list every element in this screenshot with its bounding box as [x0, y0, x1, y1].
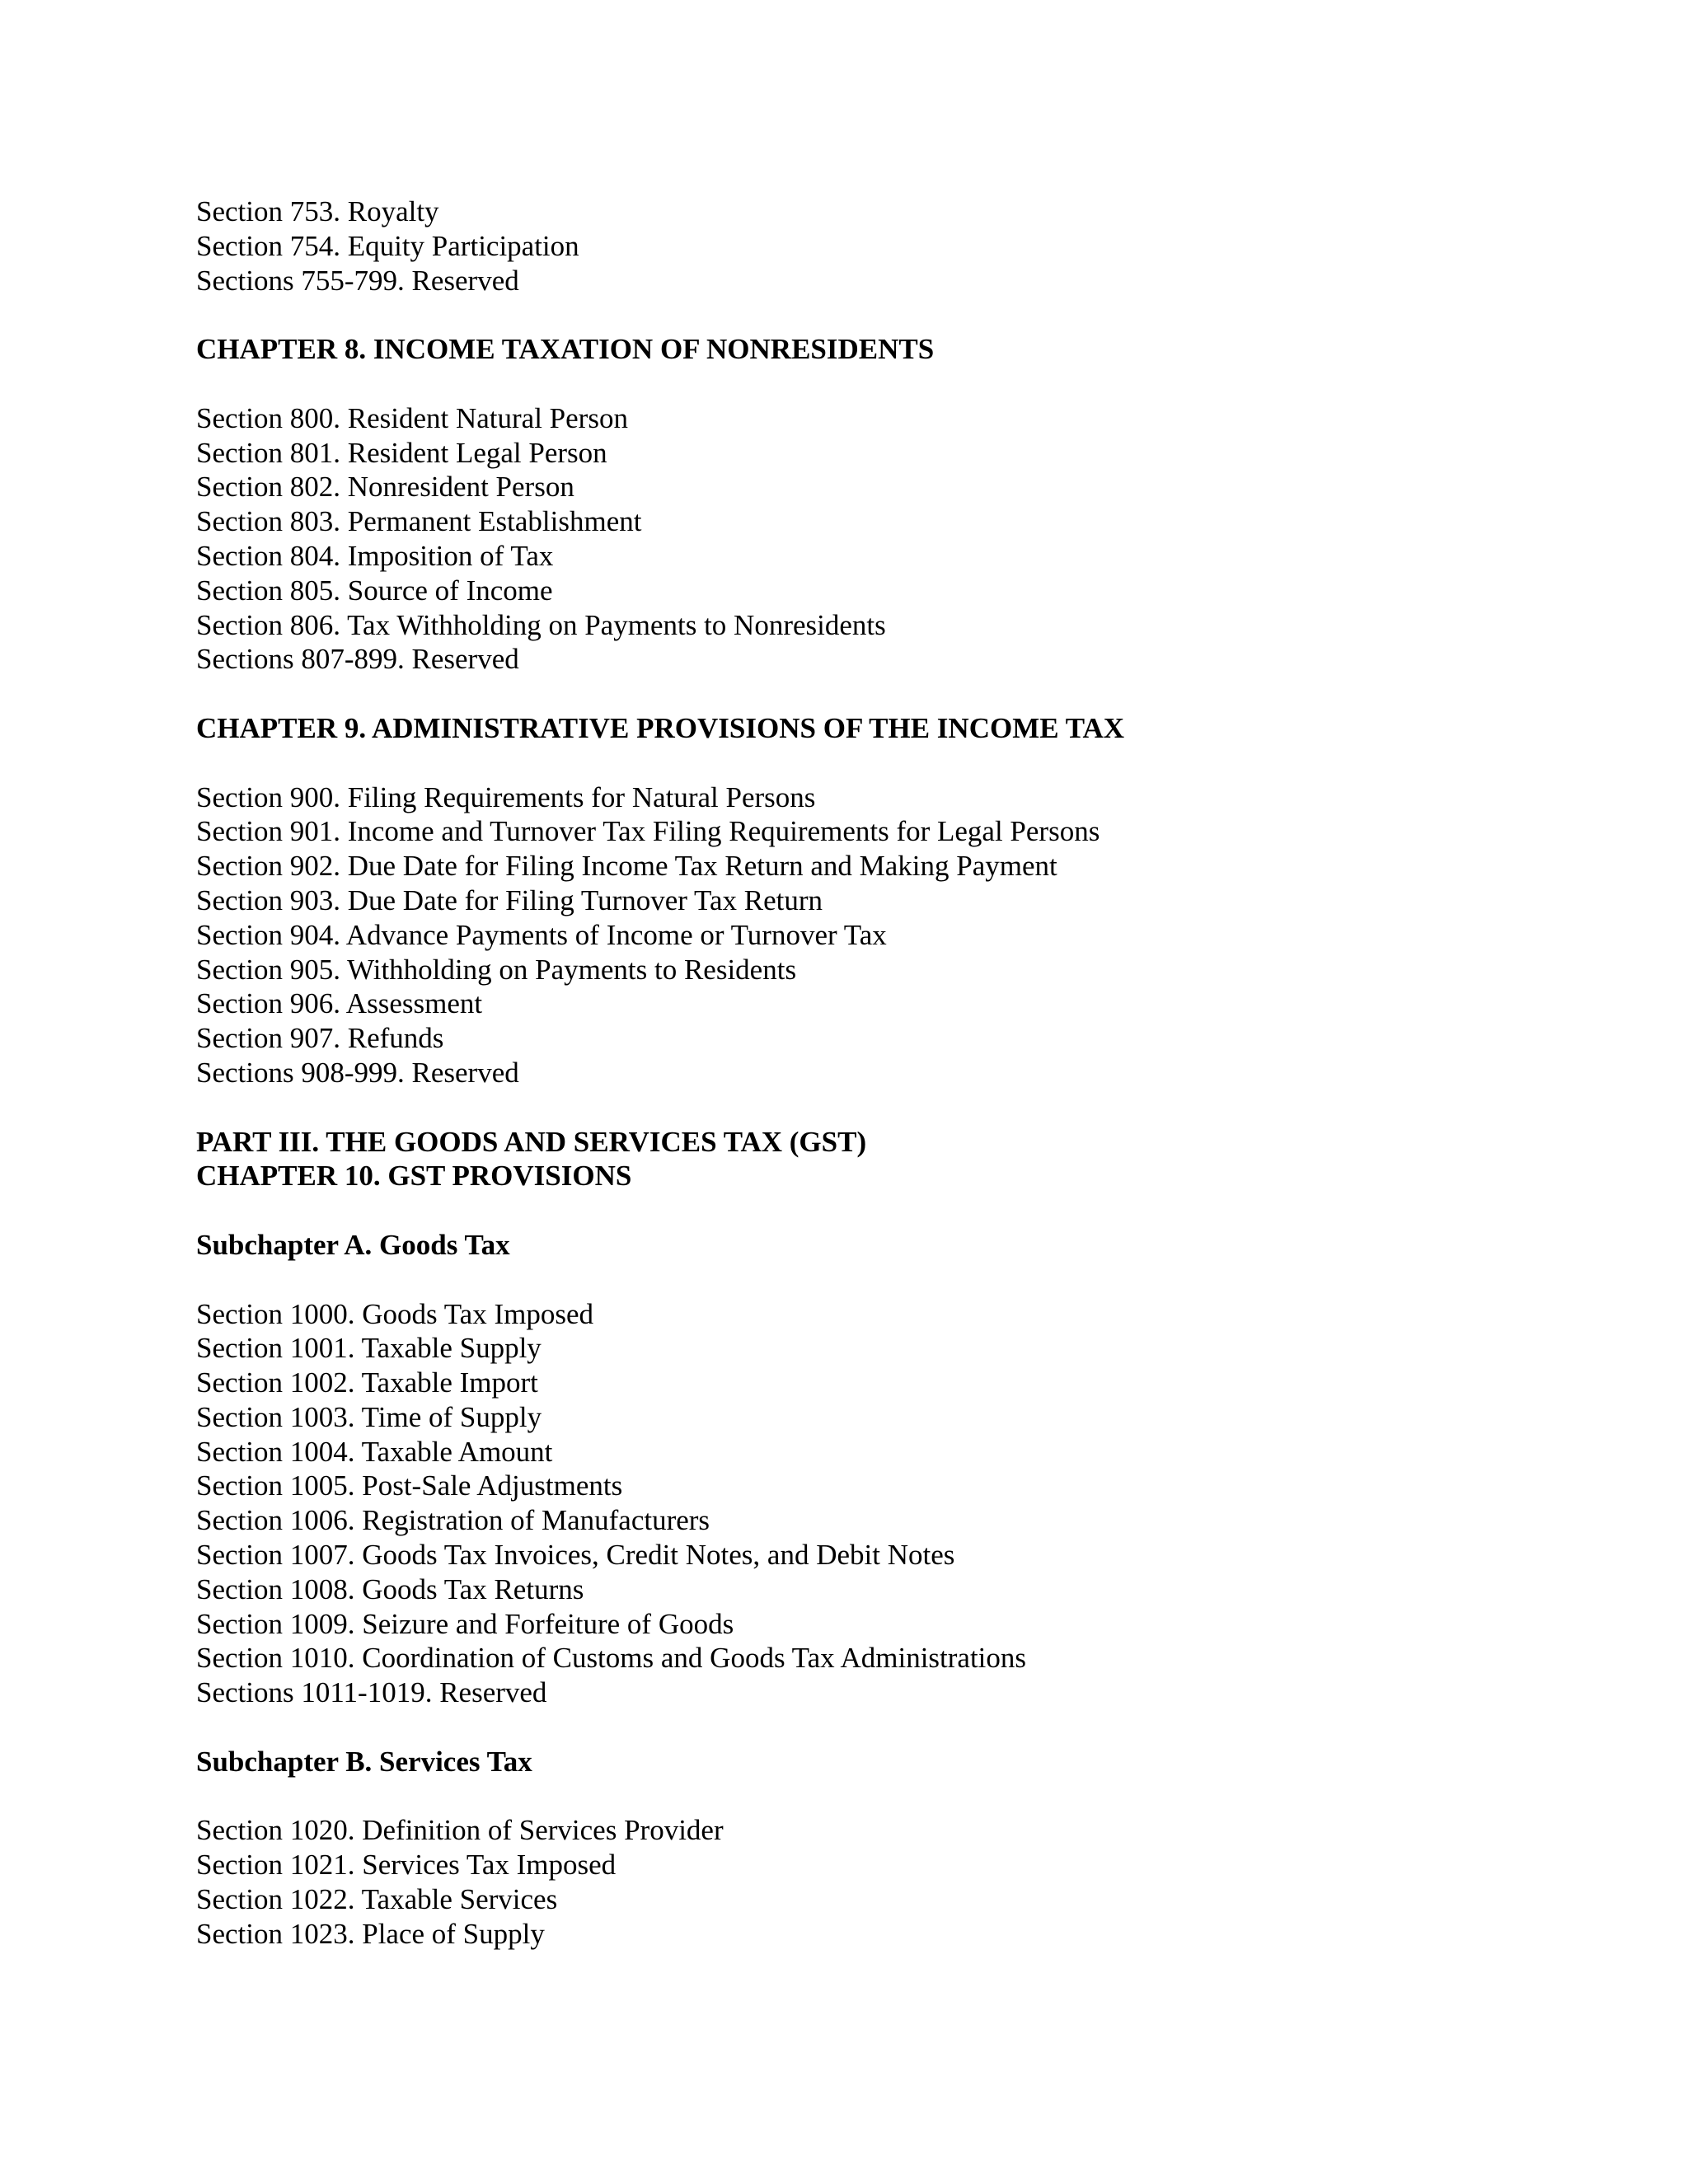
block-spacer: [196, 677, 1597, 711]
toc-entry-section-1006-registration-of-manufacturers: Section 1006. Registration of Manufacturers: [196, 1504, 710, 1537]
toc-entry-section-803-permanent-establishment: Section 803. Permanent Establishment: [196, 505, 642, 538]
toc-entry-section-1020-definition-of-services-provider: Section 1020. Definition of Services Provider: [196, 1814, 724, 1847]
toc-entry-section-754-equity-participation: Section 754. Equity Participation: [196, 229, 579, 262]
section-list: [196, 1297, 1597, 1711]
toc-entry-section-900-filing-requirements-for-natural-persons: Section 900. Filing Requirements for Natural Persons: [196, 780, 816, 813]
document-page: [196, 194, 1597, 1952]
toc-entry-section-1008-goods-tax-returns: Section 1008. Goods Tax Returns: [196, 1572, 584, 1605]
toc-entry-section-905-withholding-on-payments-to-residents: Section 905. Withholding on Payments to Residents: [196, 953, 797, 986]
heading-chapter-9-administrative-provisions-of-the-income-tax: CHAPTER 9. ADMINISTRATIVE PROVISIONS OF THE INCOME TAX: [196, 711, 1124, 744]
heading-block: [196, 711, 1597, 746]
toc-entry-sections-1011-1019-reserved: Sections 1011-1019. Reserved: [196, 1676, 547, 1709]
toc-entry-section-804-imposition-of-tax: Section 804. Imposition of Tax: [196, 539, 554, 572]
toc-entry-section-907-refunds: Section 907. Refunds: [196, 1022, 444, 1055]
toc-entry-section-1010-coordination-of-customs-and-goods-tax-administrations: Section 1010. Coordination of Customs and Goods Tax Administrations: [196, 1642, 1027, 1675]
toc-entry-section-1000-goods-tax-imposed: Section 1000. Goods Tax Imposed: [196, 1297, 594, 1330]
toc-entry-section-1005-post-sale-adjustments: Section 1005. Post-Sale Adjustments: [196, 1469, 623, 1502]
block-spacer: [196, 1193, 1597, 1228]
heading-block: [196, 1745, 1597, 1779]
heading-chapter-10-gst-provisions: CHAPTER 10. GST PROVISIONS: [196, 1160, 632, 1193]
block-spacer: [196, 1710, 1597, 1745]
toc-entry-section-1009-seizure-and-forfeiture-of-goods: Section 1009. Seizure and Forfeiture of Goods: [196, 1607, 734, 1640]
block-spacer: [196, 746, 1597, 780]
block-spacer: [196, 367, 1597, 401]
toc-entry-section-903-due-date-for-filing-turnover-tax-return: Section 903. Due Date for Filing Turnover Tax Return: [196, 883, 823, 916]
toc-entry-section-902-due-date-for-filing-income-tax-return-and-making-payment: Section 902. Due Date for Filing Income Tax Return and Making Payment: [196, 850, 1057, 883]
block-spacer: [196, 1090, 1597, 1125]
heading-block: [196, 332, 1597, 367]
toc-entry-section-806-tax-withholding-on-payments-to-nonresidents: Section 806. Tax Withholding on Payments to Nonresidents: [196, 608, 886, 641]
toc-entry-section-1004-taxable-amount: Section 1004. Taxable Amount: [196, 1435, 553, 1468]
toc-entry-sections-755-799-reserved: Sections 755-799. Reserved: [196, 264, 519, 297]
toc-entry-section-800-resident-natural-person: Section 800. Resident Natural Person: [196, 401, 628, 434]
toc-entry-section-1022-taxable-services: Section 1022. Taxable Services: [196, 1883, 558, 1916]
heading-part-iii-the-goods-and-services-tax-gst: PART III. THE GOODS AND SERVICES TAX (GST): [196, 1125, 867, 1158]
heading-chapter-8-income-taxation-of-nonresidents: CHAPTER 8. INCOME TAXATION OF NONRESIDENTS: [196, 333, 935, 366]
section-list: [196, 780, 1597, 1090]
toc-entry-section-904-advance-payments-of-income-or-turnover-tax: Section 904. Advance Payments of Income or Turnover Tax: [196, 918, 887, 951]
toc-entry-section-1007-goods-tax-invoices-credit-notes-and-debit-notes: Section 1007. Goods Tax Invoices, Credit Notes, and Debit Notes: [196, 1539, 955, 1572]
block-spacer: [196, 1263, 1597, 1297]
toc-entry-sections-807-899-reserved: Sections 807-899. Reserved: [196, 643, 519, 676]
toc-entry-section-805-source-of-income: Section 805. Source of Income: [196, 574, 553, 607]
toc-entry-section-1002-taxable-import: Section 1002. Taxable Import: [196, 1366, 538, 1399]
toc-entry-section-802-nonresident-person: Section 802. Nonresident Person: [196, 471, 574, 504]
block-spacer: [196, 298, 1597, 332]
toc-entry-section-801-resident-legal-person: Section 801. Resident Legal Person: [196, 436, 607, 469]
toc-entry-section-753-royalty: Section 753. Royalty: [196, 195, 439, 227]
toc-entry-section-1003-time-of-supply: Section 1003. Time of Supply: [196, 1400, 542, 1433]
block-spacer: [196, 1779, 1597, 1814]
toc-entry-section-1023-place-of-supply: Section 1023. Place of Supply: [196, 1917, 545, 1950]
section-list: [196, 1813, 1597, 1951]
heading-subchapter-a-goods-tax: Subchapter A. Goods Tax: [196, 1228, 510, 1261]
heading-block: [196, 1228, 1597, 1263]
heading-block: [196, 1125, 1597, 1194]
section-list: [196, 401, 1597, 677]
toc-entry-sections-908-999-reserved: Sections 908-999. Reserved: [196, 1056, 519, 1089]
toc-entry-section-906-assessment: Section 906. Assessment: [196, 987, 483, 1020]
toc-entry-section-901-income-and-turnover-tax-filing-requirements-for-legal-persons: Section 901. Income and Turnover Tax Filing Requirements for Legal Persons: [196, 815, 1100, 848]
toc-entry-section-1001-taxable-supply: Section 1001. Taxable Supply: [196, 1332, 542, 1365]
heading-subchapter-b-services-tax: Subchapter B. Services Tax: [196, 1745, 532, 1778]
section-list: [196, 194, 1597, 298]
toc-entry-section-1021-services-tax-imposed: Section 1021. Services Tax Imposed: [196, 1849, 617, 1882]
